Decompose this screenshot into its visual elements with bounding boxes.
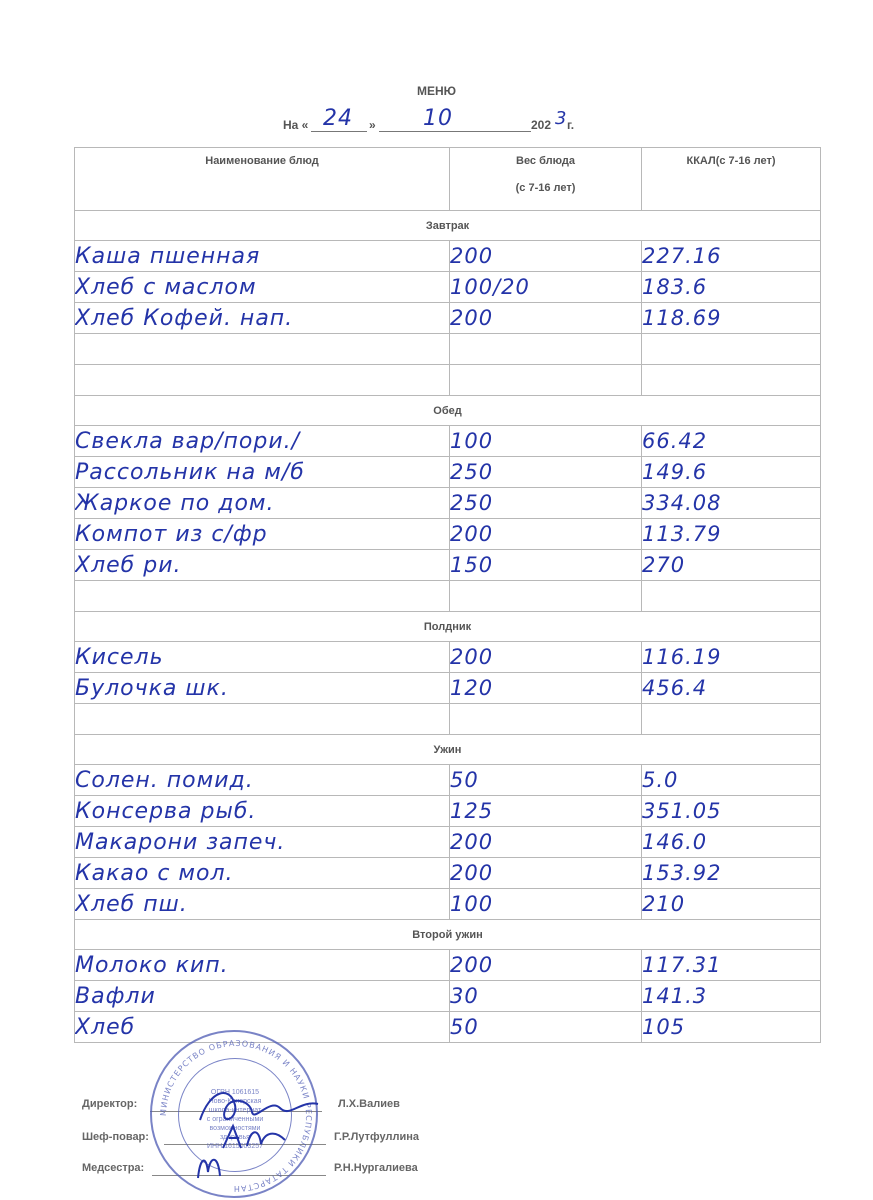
section-row <box>75 920 821 950</box>
weight-cell: 50 <box>450 765 642 796</box>
date-day: 24 <box>323 106 353 131</box>
table-row <box>75 673 821 704</box>
dish-cell <box>75 581 450 612</box>
weight-cell: 200 <box>450 241 642 272</box>
table-row <box>75 488 821 519</box>
section-title: Завтрак <box>75 211 821 241</box>
weight-cell: 100 <box>450 426 642 457</box>
director-role: Директор: <box>82 1098 138 1110</box>
kcal-cell: 270 <box>642 550 821 581</box>
dish-cell: Жаркое по дом. <box>75 488 450 519</box>
table-row <box>75 303 821 334</box>
section-title: Полдник <box>75 612 821 642</box>
table-row <box>75 550 821 581</box>
month-underline <box>379 131 531 132</box>
weight-cell: 250 <box>450 488 642 519</box>
stamp-line: школа-интернат <box>208 1107 262 1114</box>
dish-cell: Консерва рыб. <box>75 796 450 827</box>
dish-cell: Булочка шк. <box>75 673 450 704</box>
stamp-line: с ограниченными <box>206 1116 264 1123</box>
dish-cell: Хлеб ри. <box>75 550 450 581</box>
weight-cell: 200 <box>450 519 642 550</box>
kcal-cell: 210 <box>642 889 821 920</box>
kcal-cell: 146.0 <box>642 827 821 858</box>
section-title: Ужин <box>75 735 821 765</box>
weight-cell: 200 <box>450 950 642 981</box>
date-prefix: На « <box>283 118 309 132</box>
kcal-cell: 118.69 <box>642 303 821 334</box>
date-year-suffix: г. <box>567 118 575 132</box>
weight-cell <box>450 704 642 735</box>
table-row <box>75 457 821 488</box>
date-month: 10 <box>423 106 453 131</box>
chef-name: Г.Р.Лутфуллина <box>334 1131 419 1143</box>
dish-cell: Какао с мол. <box>75 858 450 889</box>
kcal-cell <box>642 581 821 612</box>
dish-cell: Рассольник на м/б <box>75 457 450 488</box>
stamp-line: Ново-Кинерская <box>208 1098 262 1105</box>
column-header-weight-line2: (с 7-16 лет) <box>515 182 576 194</box>
stamp-line: здоровья <box>220 1134 250 1141</box>
kcal-cell: 334.08 <box>642 488 821 519</box>
table-row <box>75 827 821 858</box>
weight-cell <box>450 334 642 365</box>
weight-cell: 120 <box>450 673 642 704</box>
table-row <box>75 950 821 981</box>
kcal-cell: 183.6 <box>642 272 821 303</box>
dish-cell: Компот из с/фр <box>75 519 450 550</box>
weight-cell: 200 <box>450 642 642 673</box>
table-row <box>75 426 821 457</box>
date-year-hand: 3 <box>555 108 568 129</box>
weight-cell <box>450 581 642 612</box>
column-header-name: Наименование блюд <box>75 148 450 211</box>
table-row <box>75 858 821 889</box>
dish-cell: Солен. помид. <box>75 765 450 796</box>
table-row <box>75 272 821 303</box>
kcal-cell: 149.6 <box>642 457 821 488</box>
kcal-cell: 456.4 <box>642 673 821 704</box>
weight-cell: 200 <box>450 827 642 858</box>
section-row <box>75 735 821 765</box>
dish-cell: Каша пшенная <box>75 241 450 272</box>
table-row <box>75 981 821 1012</box>
kcal-cell <box>642 704 821 735</box>
dish-cell: Хлеб пш. <box>75 889 450 920</box>
dish-cell <box>75 365 450 396</box>
director-name: Л.Х.Валиев <box>338 1098 400 1110</box>
page-title: МЕНЮ <box>416 84 457 98</box>
menu-table <box>74 147 821 1043</box>
nurse-signature <box>190 1148 230 1184</box>
weight-cell: 100 <box>450 889 642 920</box>
weight-cell: 250 <box>450 457 642 488</box>
table-row <box>75 704 821 735</box>
table-row <box>75 581 821 612</box>
dish-cell: Кисель <box>75 642 450 673</box>
stamp-line: ОГРН 1061615 <box>210 1089 260 1096</box>
table-row <box>75 365 821 396</box>
stamp-line: ИНН 1615003257 <box>206 1143 264 1150</box>
kcal-cell: 113.79 <box>642 519 821 550</box>
column-header-kcal: ККАЛ(с 7-16 лет) <box>642 148 821 211</box>
table-row <box>75 519 821 550</box>
dish-cell: Хлеб с маслом <box>75 272 450 303</box>
dish-cell <box>75 334 450 365</box>
table-row <box>75 642 821 673</box>
dish-cell: Вафли <box>75 981 450 1012</box>
section-row <box>75 396 821 426</box>
dish-cell: Макарони запеч. <box>75 827 450 858</box>
day-underline <box>311 131 367 132</box>
section-title: Второй ужин <box>75 920 821 950</box>
date-separator: » <box>369 118 376 132</box>
table-row <box>75 889 821 920</box>
weight-cell: 50 <box>450 1012 642 1043</box>
stamp-ring-text: МИНИСТЕРСТВО ОБРАЗОВАНИЯ И НАУКИ РЕСПУБЛИКИ ТАТАРСТАН <box>158 1038 314 1194</box>
nurse-role: Медсестра: <box>82 1162 145 1174</box>
weight-cell: 200 <box>450 858 642 889</box>
column-header-weight <box>450 148 642 211</box>
kcal-cell: 5.0 <box>642 765 821 796</box>
chef-role: Шеф-повар: <box>82 1131 149 1143</box>
kcal-cell <box>642 365 821 396</box>
weight-cell <box>450 365 642 396</box>
table-row <box>75 796 821 827</box>
nurse-name: Р.Н.Нургалиева <box>334 1162 418 1174</box>
column-header-weight-line1: Вес блюда <box>516 155 575 167</box>
kcal-cell: 66.42 <box>642 426 821 457</box>
dish-cell: Свекла вар/пори./ <box>75 426 450 457</box>
kcal-cell <box>642 334 821 365</box>
kcal-cell: 351.05 <box>642 796 821 827</box>
kcal-cell: 116.19 <box>642 642 821 673</box>
dish-cell: Молоко кип. <box>75 950 450 981</box>
table-row <box>75 241 821 272</box>
stamp-line: возможностями <box>209 1125 261 1132</box>
date-year-printed: 202 <box>531 118 552 132</box>
weight-cell: 100/20 <box>450 272 642 303</box>
dish-cell <box>75 704 450 735</box>
dish-cell: Хлеб <box>75 1012 450 1043</box>
kcal-cell: 117.31 <box>642 950 821 981</box>
section-row <box>75 612 821 642</box>
kcal-cell: 227.16 <box>642 241 821 272</box>
section-title: Обед <box>75 396 821 426</box>
weight-cell: 125 <box>450 796 642 827</box>
section-row <box>75 211 821 241</box>
kcal-cell: 141.3 <box>642 981 821 1012</box>
dish-cell: Хлеб Кофей. нап. <box>75 303 450 334</box>
table-row <box>75 765 821 796</box>
weight-cell: 150 <box>450 550 642 581</box>
weight-cell: 200 <box>450 303 642 334</box>
table-row <box>75 334 821 365</box>
kcal-cell: 153.92 <box>642 858 821 889</box>
weight-cell: 30 <box>450 981 642 1012</box>
kcal-cell: 105 <box>642 1012 821 1043</box>
